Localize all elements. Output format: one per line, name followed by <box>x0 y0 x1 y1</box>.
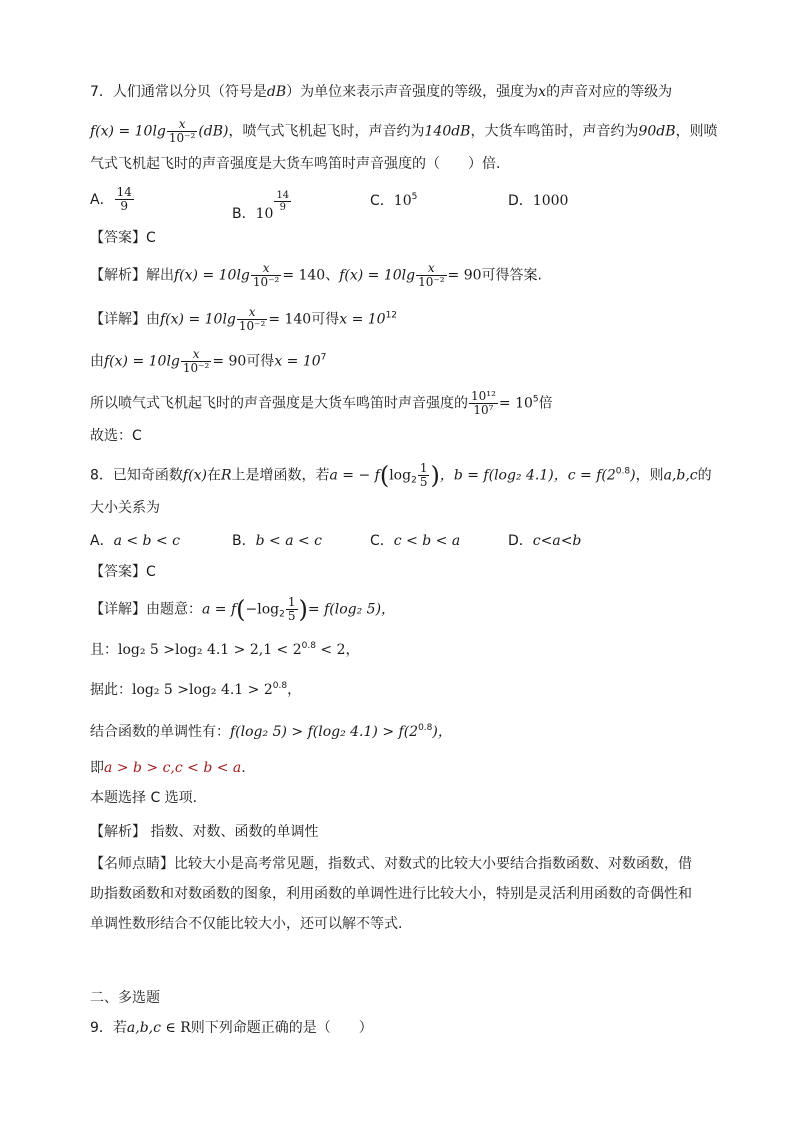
q7-stem-line-3: 气式飞机起飞时的声音强度是大货车鸣笛时声音强度的（ ）倍. <box>90 156 501 172</box>
q7-formula-fraction: $\frac{x}{\text{10⁻²}}$ <box>168 117 196 145</box>
q7-detail-line-2: 由f(x) = 10lg $\frac{x}{\text{10⁻²}}$ = 90可得$x = 10^7$ <box>90 347 327 375</box>
q8-stem-line-2: 大小关系为 <box>90 500 160 516</box>
q7-stem-line-2: f(x) = 10lg $\frac{x}{\text{10⁻²}}$ (dB)，喷气式飞机起飞时，声音约为140dB，大货车鸣笛时，声音约为90dB，则喷 <box>90 117 718 145</box>
q7-answer: 【答案】C <box>90 230 156 246</box>
q7-option-c: C．$10^5$ <box>370 192 418 209</box>
q8-detail-line-4: 结合函数的单调性有：f(log₂ 5) > f(log₂ $4.1) > f(2^{0.8})$， <box>90 723 452 740</box>
q8-tips-line-3: 单调性数形结合不仅能比较大小，还可以解不等式. <box>90 916 403 932</box>
q8-option-b: B．b < a < c <box>232 533 323 549</box>
q7-detail-line-1: 【详解】由f(x) = 10lg $\frac{x}{\text{10⁻²}}$ = 140可得$x = 10^{12}$ <box>90 305 398 333</box>
q8-stem-line-1: 8．已知奇函数f(x)在R上是增函数，若a = − $f(\log_2$ $\frac{1}{5}$ )，b = f(log₂ 4.1)，$c = f(2^{0.8})$，则a,b,c的 <box>90 461 712 490</box>
q8-answer: 【答案】C <box>90 564 156 580</box>
q8-detail-line-1: 【详解】由题意：$a = f(-\log_2$ $\frac{1}{5}$ )= f(log₂ 5)， <box>90 595 396 624</box>
q8-tips-line-2: 助指数函数和对数函数的图象，利用函数的单调性进行比较大小，特别是灵活利用函数的奇偶性和 <box>90 886 692 902</box>
q8-option-c: C．c < b < a <box>370 533 461 549</box>
q7-analysis: 【解析】解出f(x) = 10lg $\frac{x}{\text{10⁻²}}$ = 140、f(x) = 10lg $\frac{x}{\text{10⁻²}}$ = 90可得答案. <box>90 261 542 289</box>
q7-option-a: A． $\frac{14}{9}$ <box>90 185 132 213</box>
q8-detail-line-3: 据此：log₂ 5 >log₂ $4.1 > 2^{0.8}$， <box>90 681 302 698</box>
q7-option-d: D．1000 <box>508 193 569 209</box>
q8-analysis: 【解析】 指数、对数、函数的单调性 <box>90 824 319 840</box>
section-title-multiple-choice: 二、多选题 <box>90 990 160 1006</box>
q7-option-b: B．10 $\frac{14}{9}$ <box>232 190 290 222</box>
q8-detail-line-2: 且：log₂ 5 >log₂ $4.1 > 2,1 < 2^{0.8} < 2$， <box>90 641 360 658</box>
q7-choose: 故选：C <box>90 428 142 444</box>
q7-conclusion: 所以喷气式飞机起飞时的声音强度是大货车鸣笛时声音强度的 $\frac{\text{10¹²}}{\text{10⁷}}$ = $10^5$倍 <box>90 389 553 417</box>
q7-stem-line-1: 7．人们通常以分贝（符号是dB）为单位来表示声音强度的等级，强度为x的声音对应的等级为 <box>90 84 673 100</box>
q8-option-d: D．c<a<b <box>508 533 582 549</box>
q8-option-a: A．a < b < c <box>90 533 180 549</box>
q8-detail-line-5: 即a > b > c,c < b < a. <box>90 760 246 776</box>
q8-choose: 本题选择 C 选项. <box>90 790 198 806</box>
q9-stem: 9．若a,b,c ∈ R则下列命题正确的是（ ） <box>90 1020 373 1036</box>
q8-tips-line-1: 【名师点睛】比较大小是高考常见题，指数式、对数式的比较大小要结合指数函数、对数函数，借 <box>90 856 692 872</box>
